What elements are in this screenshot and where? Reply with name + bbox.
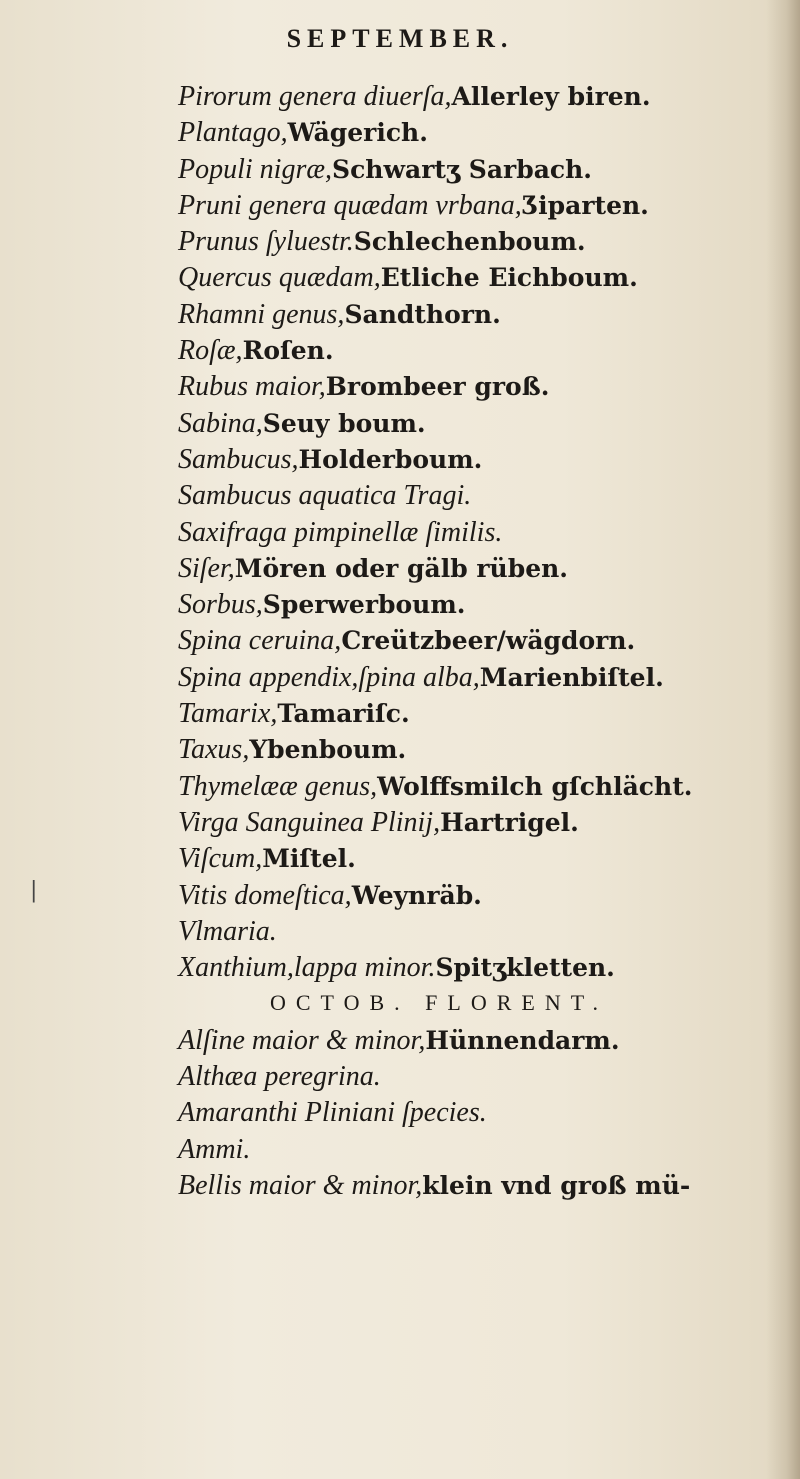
entry-line xyxy=(178,1094,780,1130)
latin-name: Spina ceruina, xyxy=(178,625,342,657)
latin-name: Rhamni genus, xyxy=(178,298,345,330)
entry-line xyxy=(178,1167,780,1203)
latin-name: Populi nigræ, xyxy=(178,153,333,185)
entry-line xyxy=(178,259,780,295)
entry-line xyxy=(178,514,780,550)
latin-name: Tamarix, xyxy=(178,698,278,730)
german-name: klein vnd groß mü- xyxy=(422,1170,691,1200)
german-name: Etliche Eichboum. xyxy=(380,263,638,293)
latin-name: Saxifraga pimpinellæ ſimilis. xyxy=(178,516,503,548)
entry-line xyxy=(178,840,780,876)
german-name: Spitʒkletten. xyxy=(435,953,615,983)
latin-name: Thymelææ genus, xyxy=(178,770,378,802)
latin-name: Siſer, xyxy=(178,552,235,584)
entry-line xyxy=(178,187,780,223)
page-header: SEPTEMBER. xyxy=(286,24,514,53)
latin-name: Sambucus aquatica Tragi. xyxy=(178,480,472,512)
latin-name: Vitis domeſtica, xyxy=(178,879,352,911)
entry-line xyxy=(178,659,780,695)
german-name: Creützbeer/wägdorn. xyxy=(341,626,636,656)
entry-line xyxy=(178,368,780,404)
german-name: Schlechenboum. xyxy=(353,227,586,257)
entry-list xyxy=(178,78,780,1203)
entry-line xyxy=(178,695,780,731)
latin-name: Ammi. xyxy=(178,1133,251,1165)
latin-name: Spina appendix,ſpina alba, xyxy=(178,661,480,693)
german-name: Wolffsmilch gſchlächt. xyxy=(377,771,693,801)
latin-name: Bellis maior & minor, xyxy=(178,1169,423,1201)
german-name: Brombeer groß. xyxy=(325,372,550,402)
entry-line xyxy=(178,1022,780,1058)
latin-name: Taxus, xyxy=(178,734,250,766)
entry-line xyxy=(178,78,780,114)
german-name: Ybenboum. xyxy=(249,735,407,765)
entry-line xyxy=(178,223,780,259)
latin-name: Prunus ſyluestr. xyxy=(178,226,354,258)
latin-name: Sabina, xyxy=(178,407,263,439)
entry-line xyxy=(178,550,780,586)
german-name: Sandthorn. xyxy=(344,299,501,329)
entry-line xyxy=(178,151,780,187)
entry-line xyxy=(178,804,780,840)
entry-line xyxy=(178,1058,780,1094)
latin-name: Sambucus, xyxy=(178,443,299,475)
entry-line xyxy=(178,405,780,441)
entry-line xyxy=(178,441,780,477)
latin-name: Vlmaria. xyxy=(178,915,277,947)
entry-line xyxy=(178,731,780,767)
entry-line xyxy=(178,949,780,985)
entry-line xyxy=(178,296,780,332)
german-name: Allerley biren. xyxy=(451,82,651,111)
latin-name: Sorbus, xyxy=(178,589,263,621)
latin-name: Plantago, xyxy=(178,117,288,149)
german-name: Holderboum. xyxy=(298,444,483,474)
margin-mark: | xyxy=(30,878,38,903)
entry-line xyxy=(178,477,780,513)
latin-name: Viſcum, xyxy=(178,843,263,875)
latin-name: Amaranthi Pliniani ſpecies. xyxy=(178,1097,487,1129)
german-name: Seuy boum. xyxy=(262,408,426,438)
entry-line xyxy=(178,622,780,658)
entry-line xyxy=(178,877,780,913)
latin-name: Pruni genera quædam vrbana, xyxy=(178,189,522,221)
entry-line xyxy=(178,332,780,368)
german-name: Weynräb. xyxy=(351,880,482,910)
latin-name: Alſine maior & minor, xyxy=(178,1024,426,1056)
latin-name: Virga Sanguinea Plinij, xyxy=(178,806,441,838)
entry-line xyxy=(178,913,780,949)
entry-line xyxy=(178,114,780,150)
german-name: Hartrigel. xyxy=(440,807,579,837)
german-name: Roſen. xyxy=(242,336,334,366)
german-name: Wägerich. xyxy=(287,118,428,148)
latin-name: Rubus maior, xyxy=(178,371,326,403)
latin-name: Roſæ, xyxy=(178,335,243,367)
latin-name: Althæa peregrina. xyxy=(178,1061,381,1093)
entry-line xyxy=(178,586,780,622)
entry-line xyxy=(178,768,780,804)
german-name: Marienbiſtel. xyxy=(479,662,664,692)
german-name: Hünnendarm. xyxy=(425,1025,620,1055)
german-name: Mören oder gälb rüben. xyxy=(234,553,568,583)
german-name: Tamariſc. xyxy=(277,699,410,729)
latin-name: Xanthium,lappa minor. xyxy=(178,952,436,984)
german-name: Ʒiparten. xyxy=(521,190,649,220)
german-name: Sperwerboum. xyxy=(262,590,466,620)
latin-name: Quercus quædam, xyxy=(178,262,381,294)
section-heading: OCTOB. FLORENT. xyxy=(270,990,609,1016)
german-name: Miſtel. xyxy=(262,844,356,874)
entry-line xyxy=(178,1131,780,1167)
latin-name: Pirorum genera diuerſa, xyxy=(178,81,452,112)
german-name: Schwartʒ Sarbach. xyxy=(332,154,593,184)
